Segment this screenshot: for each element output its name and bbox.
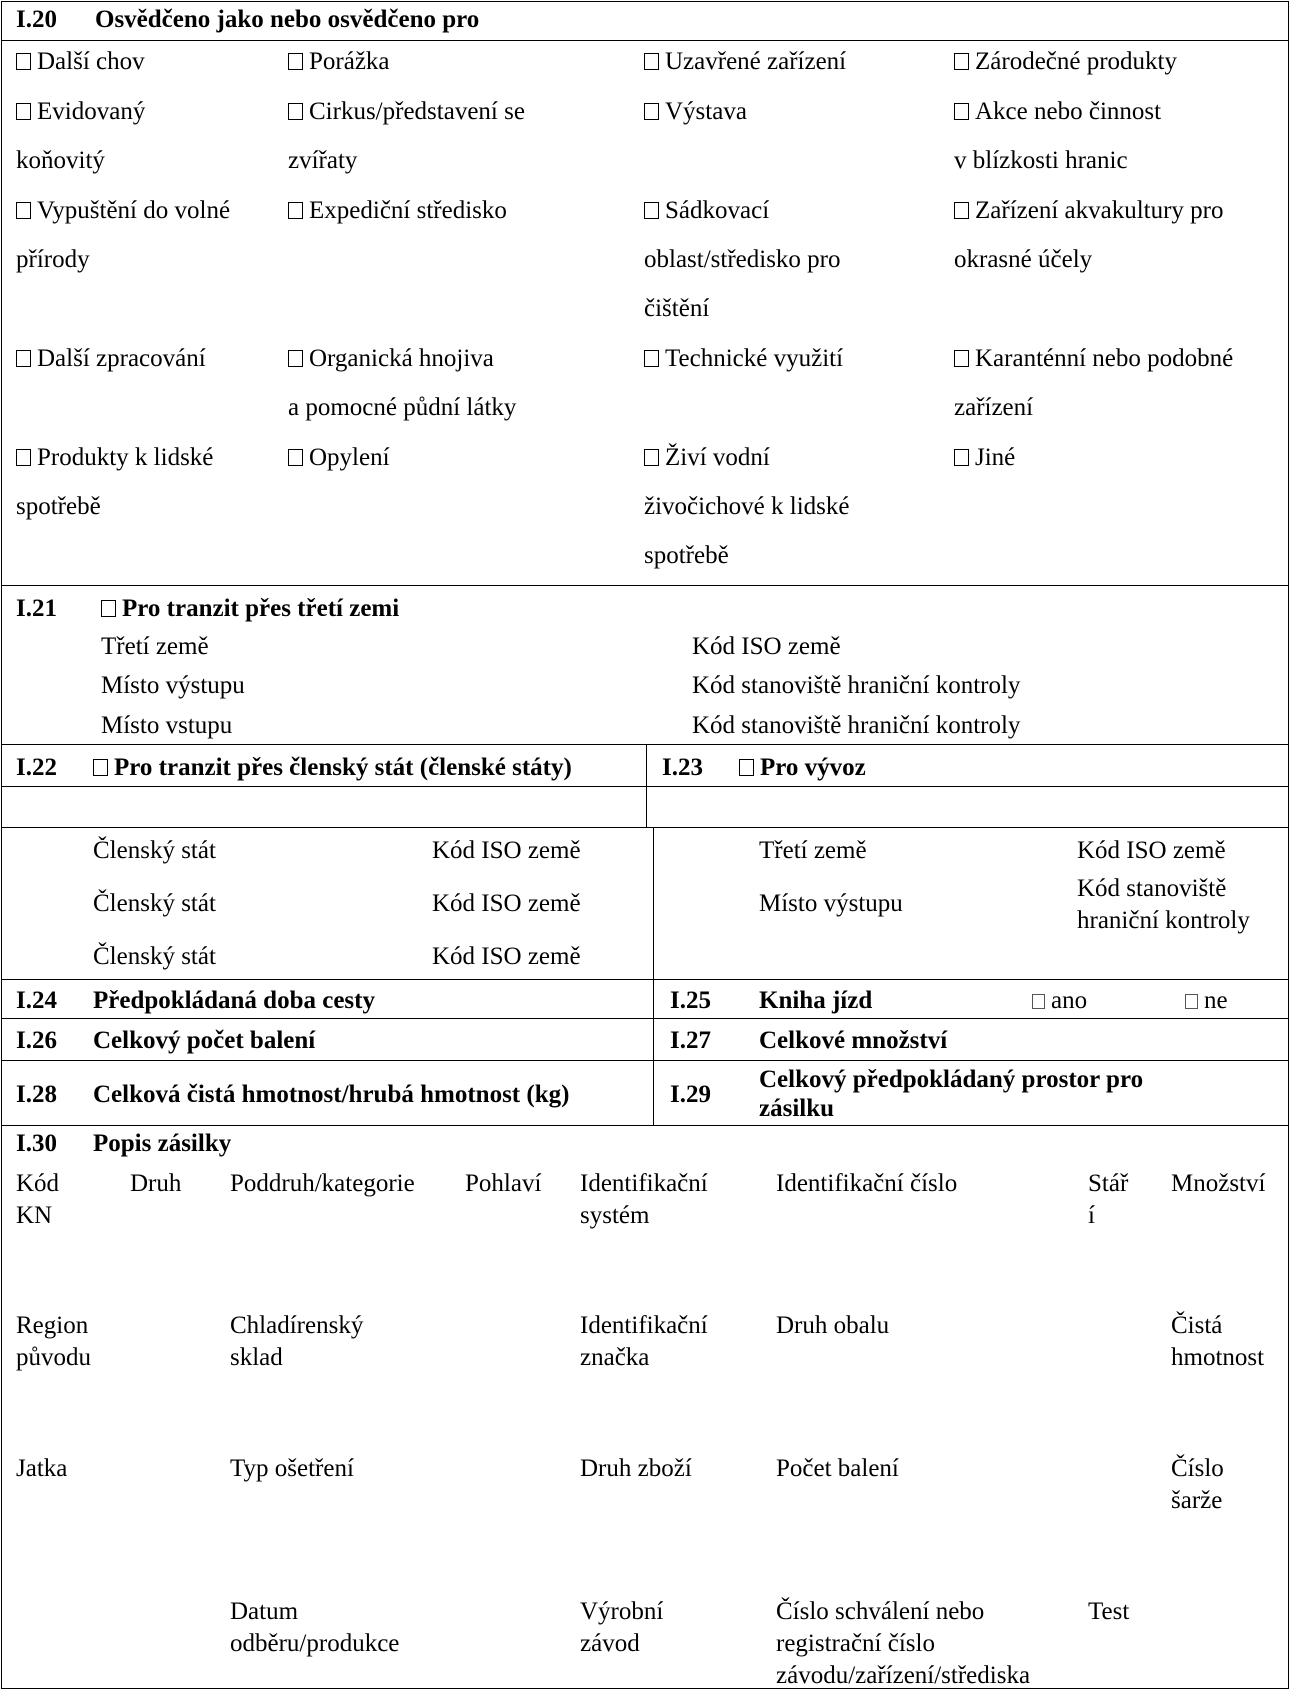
option-sadkovaci[interactable]: Sádkovací oblast/středisko pro čištění <box>644 197 841 322</box>
checkbox-icon[interactable] <box>954 449 969 466</box>
i26-code: I.26 <box>16 1027 57 1054</box>
checkbox-icon[interactable] <box>954 53 969 70</box>
i22-kod-iso-3: Kód ISO země <box>432 943 581 970</box>
i24-code: I.24 <box>16 987 57 1014</box>
checkbox-icon[interactable] <box>954 103 969 120</box>
col-jatka: Jatka <box>16 1455 68 1482</box>
i22-kod-iso-2: Kód ISO země <box>432 890 581 917</box>
i23-kod-stanoviste: Kód stanoviště hraniční kontroly <box>1077 875 1250 934</box>
option-vypusteni[interactable]: Vypuštění do volné přírody <box>16 197 231 273</box>
i20-code: I.20 <box>16 6 57 33</box>
checkbox-icon[interactable] <box>644 449 659 466</box>
rule-center-divider <box>653 827 654 1125</box>
col-druh-obalu: Druh obalu <box>776 1312 890 1339</box>
i21-kod-stanoviste-vystup: Kód stanoviště hraniční kontroly <box>692 672 1021 699</box>
i30-code: I.30 <box>16 1130 57 1157</box>
checkbox-icon[interactable] <box>644 103 659 120</box>
i21-kod-iso: Kód ISO země <box>692 633 841 660</box>
option-dalsi-zpracovani[interactable]: Další zpracování <box>16 343 206 375</box>
col-identifikacni-system: Identifikační systém <box>580 1170 708 1229</box>
i27-title: Celkové množství <box>759 1027 948 1054</box>
checkbox-icon[interactable] <box>1185 994 1198 1009</box>
checkbox-icon[interactable] <box>16 449 31 466</box>
option-zivi-vodni-zivocichove[interactable]: Živí vodní živočichové k lidské spotřebě <box>644 444 850 569</box>
rule-i26-bottom <box>1 1060 1289 1061</box>
checkbox-icon[interactable] <box>16 202 31 219</box>
rule-i20-header <box>1 40 1289 41</box>
checkbox-icon[interactable] <box>93 759 108 776</box>
rule-i24-bottom <box>1 1018 1289 1019</box>
option-evidovany-konovity[interactable]: Evidovaný koňovitý <box>16 98 146 174</box>
i29-code: I.29 <box>670 1081 711 1108</box>
col-stari: Stář í <box>1088 1170 1129 1229</box>
rule-i22-bottom <box>1 979 1289 980</box>
col-test: Test <box>1088 1598 1130 1625</box>
checkbox-icon[interactable] <box>1032 994 1045 1009</box>
col-identifikacni-znacka: Identifikační značka <box>580 1312 708 1371</box>
i23-kod-iso: Kód ISO země <box>1077 837 1226 864</box>
checkbox-icon[interactable] <box>644 202 659 219</box>
i21-treti-zeme: Třetí země <box>101 633 209 660</box>
option-cirkus[interactable]: Cirkus/představení se zvířaty <box>288 98 525 174</box>
i22-kod-iso-1: Kód ISO země <box>432 837 581 864</box>
checkbox-icon[interactable] <box>739 759 754 776</box>
i22-clensky-stat-2: Členský stát <box>93 890 216 917</box>
i23-code: I.23 <box>662 754 703 781</box>
option-akce-cinnost[interactable]: Akce nebo činnost v blízkosti hranic <box>954 98 1162 174</box>
checkbox-icon[interactable] <box>288 449 303 466</box>
i21-kod-stanoviste-vstup: Kód stanoviště hraniční kontroly <box>692 712 1021 739</box>
i29-title: Celkový předpokládaný prostor pro zásilku <box>759 1066 1144 1122</box>
i21-misto-vstupu: Místo vstupu <box>101 712 233 739</box>
col-druh: Druh <box>130 1170 182 1197</box>
checkbox-icon[interactable] <box>954 202 969 219</box>
rule-i22-header <box>1 786 1289 787</box>
checkbox-icon[interactable] <box>288 53 303 70</box>
option-uzavrene-zarizeni[interactable]: Uzavřené zařízení <box>644 46 846 78</box>
option-akvakultura[interactable]: Zařízení akvakultury pro okrasné účely <box>954 197 1224 273</box>
option-karantenni[interactable]: Karanténní nebo podobné zařízení <box>954 345 1234 421</box>
col-cista-hmotnost: Čistá hmotnost <box>1171 1312 1265 1371</box>
i28-title: Celková čistá hmotnost/hrubá hmotnost (kg) <box>93 1081 570 1108</box>
i30-title: Popis zásilky <box>93 1130 232 1157</box>
i22-title[interactable]: Pro tranzit přes členský stát (členské státy) <box>93 752 572 784</box>
checkbox-icon[interactable] <box>288 202 303 219</box>
option-dalsi-chov[interactable]: Další chov <box>16 46 145 78</box>
option-produkty-lidska-spotreba[interactable]: Produkty k lidské spotřebě <box>16 444 214 520</box>
i22-clensky-stat-3: Členský stát <box>93 943 216 970</box>
i23-treti-zeme: Třetí země <box>759 837 867 864</box>
checkbox-icon[interactable] <box>16 350 31 367</box>
col-pocet-baleni: Počet balení <box>776 1455 899 1482</box>
option-opyleni[interactable]: Opylení <box>288 442 390 474</box>
checkbox-icon[interactable] <box>644 53 659 70</box>
checkbox-icon[interactable] <box>16 103 31 120</box>
rule-i20-bottom <box>1 585 1289 586</box>
option-organicka-hnojiva[interactable]: Organická hnojiva a pomocné půdní látky <box>288 345 517 421</box>
i24-title: Předpokládaná doba cesty <box>93 987 375 1014</box>
col-cislo-sarze: Číslo šarže <box>1171 1455 1224 1514</box>
option-expedicni-stredisko[interactable]: Expediční středisko <box>288 195 507 227</box>
rule-i22-divider <box>646 744 647 827</box>
option-porazka[interactable]: Porážka <box>288 46 390 78</box>
i27-code: I.27 <box>670 1027 711 1054</box>
checkbox-icon[interactable] <box>16 53 31 70</box>
i21-misto-vystupu: Místo výstupu <box>101 672 245 699</box>
i21-title[interactable]: Pro tranzit přes třetí zemi <box>101 593 399 625</box>
option-technicke-vyuziti[interactable]: Technické využití <box>644 343 843 375</box>
rule-i28-bottom <box>1 1125 1289 1126</box>
i23-title[interactable]: Pro vývoz <box>739 752 866 784</box>
rule-i21-bottom <box>1 744 1289 745</box>
checkbox-icon[interactable] <box>288 103 303 120</box>
col-pohlavi: Pohlaví <box>465 1170 542 1197</box>
i22-clensky-stat-1: Členský stát <box>93 837 216 864</box>
checkbox-icon[interactable] <box>288 350 303 367</box>
checkbox-icon[interactable] <box>954 350 969 367</box>
i25-code: I.25 <box>670 987 711 1014</box>
i25-option-ne[interactable]: ne <box>1185 985 1228 1017</box>
i25-title: Kniha jízd <box>759 987 873 1014</box>
i23-misto-vystupu: Místo výstupu <box>759 890 903 917</box>
option-jine[interactable]: Jiné <box>954 442 1015 474</box>
col-cislo-schvaleni: Číslo schválení nebo registrační číslo závodu/zařízení/střediska <box>776 1598 1031 1689</box>
col-druh-zbozi: Druh zboží <box>580 1455 692 1482</box>
col-kod-kn: Kód KN <box>16 1170 60 1229</box>
i26-title: Celkový počet balení <box>93 1027 316 1054</box>
col-typ-osetreni: Typ ošetření <box>230 1455 354 1482</box>
i20-title: Osvědčeno jako nebo osvědčeno pro <box>95 6 480 33</box>
option-zarodecne-produkty[interactable]: Zárodečné produkty <box>954 46 1177 78</box>
col-datum-odberu: Datum odběru/produkce <box>230 1598 400 1657</box>
col-vyrobni-zavod: Výrobní závod <box>580 1598 664 1657</box>
i22-code: I.22 <box>16 754 57 781</box>
col-region-puvodu: Region původu <box>16 1312 91 1371</box>
col-poddruh-kategorie: Poddruh/kategorie <box>230 1170 415 1197</box>
col-mnozstvi: Množství <box>1171 1170 1266 1197</box>
rule-i22-blank <box>1 827 1289 828</box>
i21-code: I.21 <box>16 595 57 622</box>
col-identifikacni-cislo: Identifikační číslo <box>776 1170 958 1197</box>
checkbox-icon[interactable] <box>101 600 116 617</box>
col-chladirensky-sklad: Chladírenský sklad <box>230 1312 364 1371</box>
i25-option-ano[interactable]: ano <box>1032 985 1087 1017</box>
checkbox-icon[interactable] <box>644 350 659 367</box>
option-vystava[interactable]: Výstava <box>644 96 747 128</box>
i28-code: I.28 <box>16 1081 57 1108</box>
